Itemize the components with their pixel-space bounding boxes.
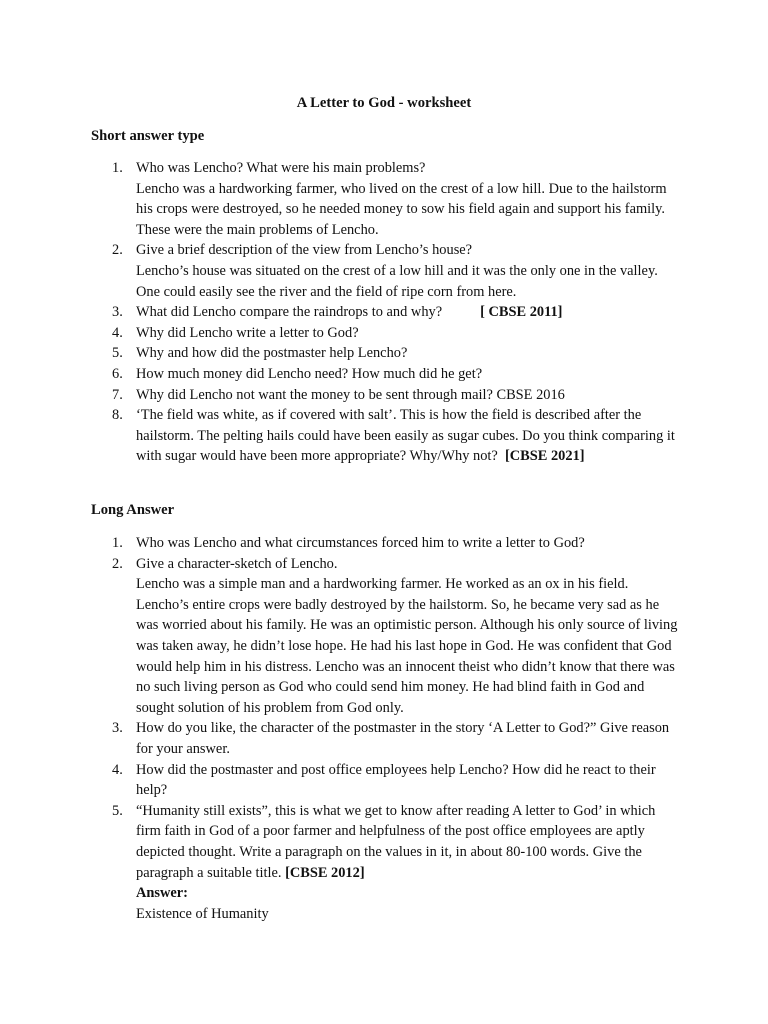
list-item xyxy=(0,302,680,323)
question-text: Give a brief description of the view from Lencho’s house? xyxy=(136,242,473,259)
list-item xyxy=(0,760,680,801)
question-text: What did Lencho compare the raindrops to and why? xyxy=(136,304,443,321)
question-text: How did the postmaster and post office employees help Lencho? How did he react to their help? xyxy=(136,761,656,799)
list-item xyxy=(0,343,680,364)
question-text: How much money did Lencho need? How much did he get? xyxy=(136,365,483,382)
list-item xyxy=(0,801,680,925)
answer-text: Existence of Humanity xyxy=(136,905,269,922)
answer-text: Lencho was a simple man and a hardworking farmer. He worked as an ox in his field. Lencho’s entire crops were badly destroyed by the hailstorm. So, he became very sad as he was worried about his family. He was an optimistic person. Although his only source of living was taken away, he didn’t lose hope. He had his last hope in God. He was confident that God would help him in his distress. Lencho was an innocent theist who didn’t know that there was no such living person as God who could send him money. He had blind faith in God and sought solution of his problem from God only. xyxy=(136,576,678,716)
list-item xyxy=(0,405,680,467)
item-number: 2. xyxy=(112,242,123,259)
item-number: 8. xyxy=(112,407,123,424)
exam-tag: [CBSE 2012] xyxy=(285,864,365,881)
list-item xyxy=(0,718,680,759)
item-number: 2. xyxy=(112,555,123,572)
item-number: 6. xyxy=(112,365,123,382)
question-text: “Humanity still exists”, this is what we get to know after reading A letter to God’ in which firm faith in God of a poor farmer and helpfulness of the post office employees are aptly depicted thought. Write a paragraph on the values in it, in about 80-100 words. Give the paragraph a suitable title. xyxy=(136,802,656,881)
page-title: A Letter to God - worksheet xyxy=(296,95,472,111)
list-item xyxy=(0,554,680,719)
long-answer-list xyxy=(0,533,768,924)
question-text: ‘The field was white, as if covered with salt’. This is how the field is described after the hailstorm. The pelting hails could have been easily as sugar cubes. Do you think comparing it with sugar would have been more appropriate? Why/Why not? xyxy=(136,407,675,465)
item-number: 4. xyxy=(112,761,123,778)
exam-tag: [ CBSE 2011] xyxy=(480,304,563,321)
exam-tag: [CBSE 2021] xyxy=(505,448,585,465)
question-text: How do you like, the character of the postmaster in the story ‘A Letter to God?” Give reason for your answer. xyxy=(136,720,670,757)
short-answer-list xyxy=(0,158,768,467)
item-number: 1. xyxy=(112,535,123,551)
item-number: 5. xyxy=(112,802,123,819)
answer-text: Lencho’s house was situated on the crest of a low hill and it was the only one in the valley. One could easily see the river and the field of ripe corn from here. xyxy=(136,262,658,300)
question-text: Give a character-sketch of Lencho. xyxy=(136,555,338,572)
item-number: 5. xyxy=(112,345,123,362)
item-number: 4. xyxy=(112,324,123,341)
long-answer-heading: Long Answer xyxy=(91,502,175,518)
question-text: Why and how did the postmaster help Lencho? xyxy=(136,345,408,362)
item-number: 1. xyxy=(112,160,123,176)
list-item xyxy=(0,364,680,385)
list-item xyxy=(0,158,680,240)
list-item xyxy=(0,240,680,302)
question-text: Why did Lencho not want the money to be sent through mail? CBSE 2016 xyxy=(136,386,565,403)
list-item xyxy=(0,385,680,406)
question-text: Who was Lencho and what circumstances forced him to write a letter to God? xyxy=(136,535,585,551)
item-number: 7. xyxy=(112,386,123,403)
item-number: 3. xyxy=(112,304,123,321)
answer-label: Answer: xyxy=(136,885,188,902)
question-text: Who was Lencho? What were his main problems? xyxy=(136,160,426,176)
question-text: Why did Lencho write a letter to God? xyxy=(136,324,359,341)
list-item xyxy=(0,533,680,554)
answer-text: Lencho was a hardworking farmer, who lived on the crest of a low hill. Due to the hailstorm his crops were destroyed, so he needed money to sow his field again and support his family. These were the main problems of Lencho. xyxy=(136,180,667,238)
short-answer-heading: Short answer type xyxy=(91,128,205,144)
item-number: 3. xyxy=(112,720,123,737)
list-item xyxy=(0,323,680,344)
